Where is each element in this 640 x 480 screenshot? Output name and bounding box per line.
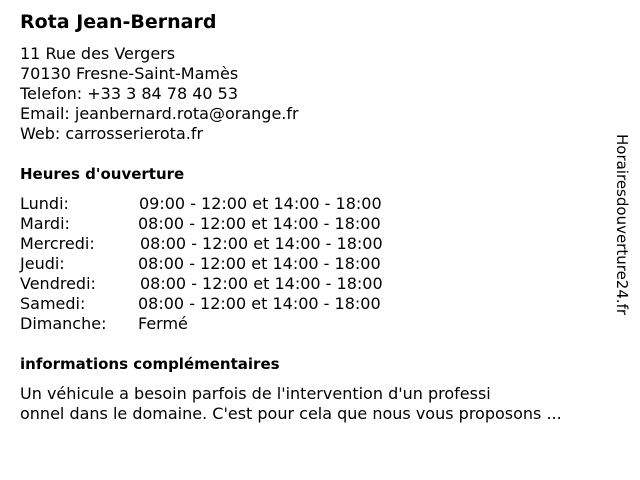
website-line[interactable]: Web: carrosserierota.fr <box>20 124 204 143</box>
time-range: 08:00 - 12:00 et 14:00 - 18:00 <box>140 234 383 253</box>
site-watermark: Horairesdouverture24.fr <box>613 134 631 316</box>
info-text-line: Un véhicule a besoin parfois de l'intervention d'un professi <box>20 384 491 403</box>
opening-hours-heading: Heures d'ouverture <box>20 165 185 183</box>
street-address: 11 Rue des Vergers <box>20 44 176 63</box>
day-label: Vendredi: <box>20 274 96 293</box>
time-range: Fermé <box>138 314 188 333</box>
additional-info-text <box>20 384 562 424</box>
email-line[interactable]: Email: jeanbernard.rota@orange.fr <box>20 104 299 123</box>
city-address: 70130 Fresne-Saint-Mamès <box>20 64 239 83</box>
day-label: Jeudi: <box>20 254 65 273</box>
day-label: Samedi: <box>20 294 86 313</box>
contact-block <box>20 44 299 144</box>
day-label: Lundi: <box>20 194 69 213</box>
time-range: 09:00 - 12:00 et 14:00 - 18:00 <box>139 194 382 213</box>
day-label: Mardi: <box>20 214 70 233</box>
business-name: Rota Jean-Bernard <box>20 11 217 33</box>
day-label: Dimanche: <box>20 314 107 333</box>
time-range: 08:00 - 12:00 et 14:00 - 18:00 <box>140 274 383 293</box>
info-text-line: onnel dans le domaine. C'est pour cela que nous vous proposons ... <box>20 404 562 423</box>
additional-info-heading: informations complémentaires <box>20 355 280 373</box>
time-range: 08:00 - 12:00 et 14:00 - 18:00 <box>138 214 381 233</box>
phone-line[interactable]: Telefon: +33 3 84 78 40 53 <box>20 84 239 103</box>
time-range: 08:00 - 12:00 et 14:00 - 18:00 <box>138 254 381 273</box>
time-range: 08:00 - 12:00 et 14:00 - 18:00 <box>138 294 381 313</box>
day-label: Mercredi: <box>20 234 95 253</box>
